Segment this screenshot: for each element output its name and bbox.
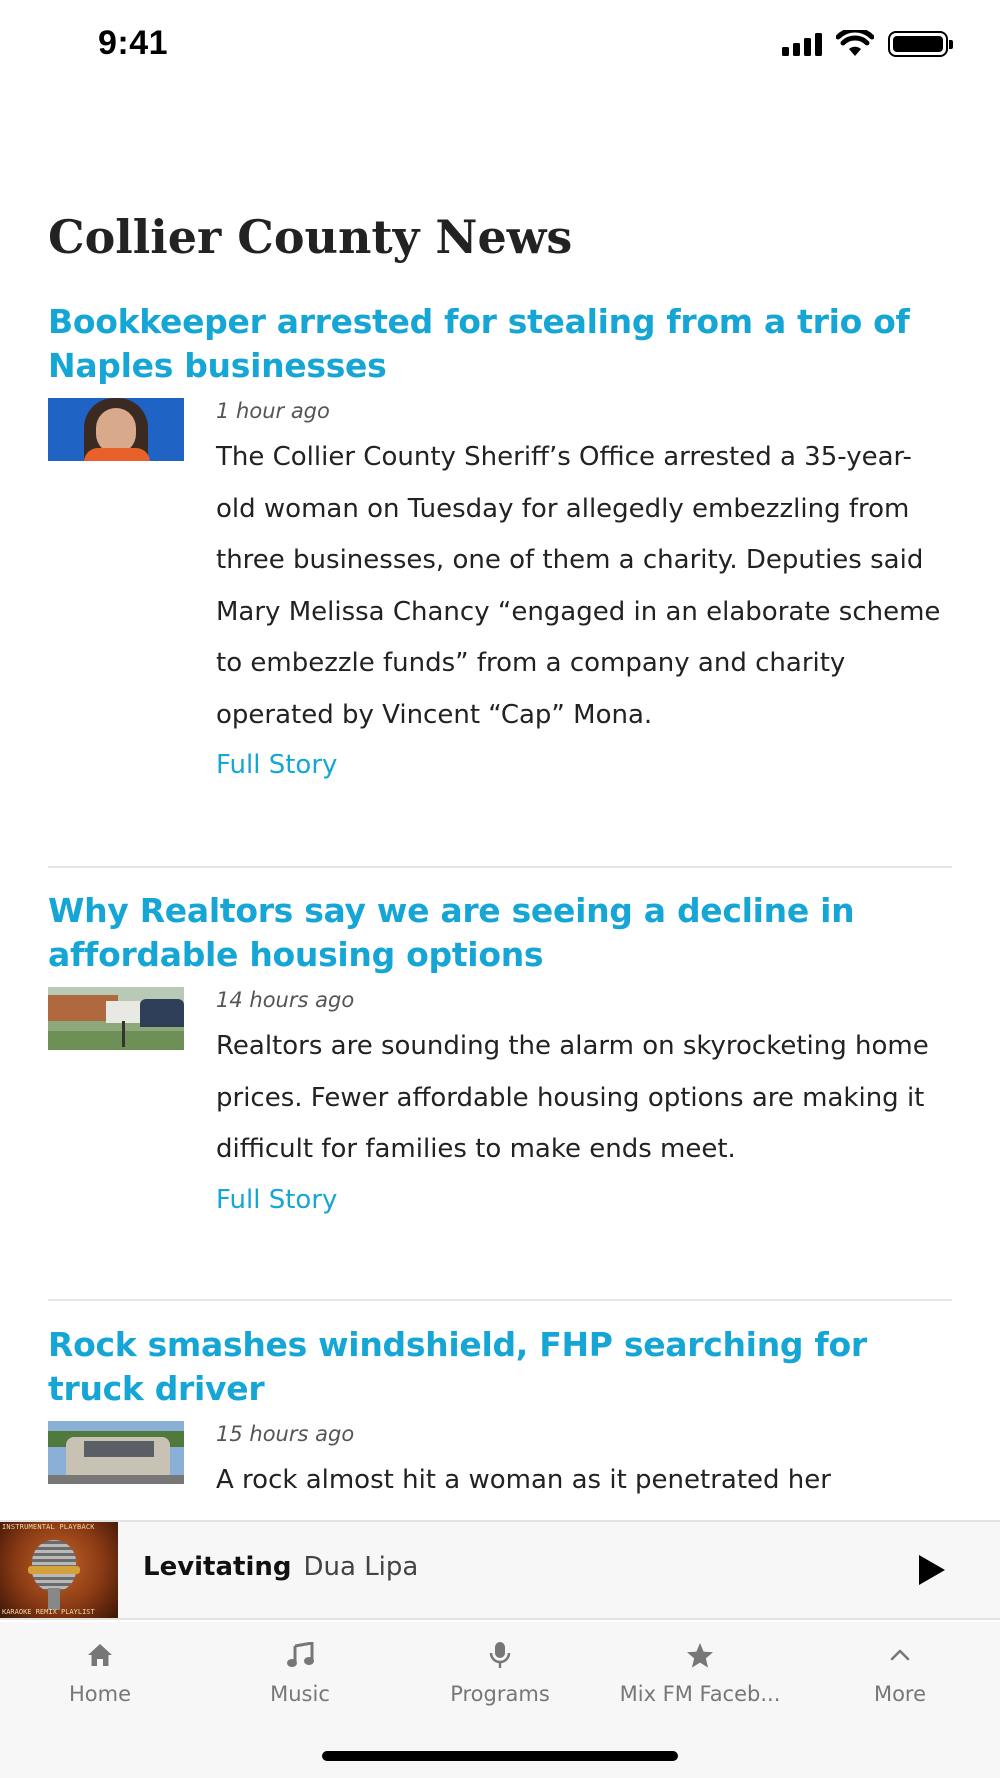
album-art	[0, 1522, 118, 1618]
article-item	[48, 1323, 952, 1507]
tab-label: More	[873, 1682, 927, 1706]
battery-icon	[888, 31, 948, 57]
tab-label: Home	[68, 1682, 131, 1706]
tab-home[interactable]	[0, 1638, 200, 1706]
track-info	[143, 1552, 418, 1582]
home-icon	[87, 1643, 113, 1667]
article-timestamp: 1 hour ago	[216, 399, 330, 423]
article-body	[48, 987, 952, 1220]
page-title: Collier County News	[48, 210, 573, 264]
tab-label: Mix FM Faceb...	[619, 1682, 781, 1706]
album-art-text-bottom: KARAOKE REMIX PLAYLIST	[2, 1608, 95, 1616]
play-button[interactable]	[912, 1550, 952, 1590]
article-headline[interactable]: Why Realtors say we are seeing a decline in affordable housing options	[48, 891, 855, 974]
music-note-icon	[286, 1642, 314, 1668]
tab-mix-fm-facebook[interactable]	[600, 1638, 800, 1706]
article-summary: A rock almost hit a woman as it penetrated her	[216, 1465, 831, 1495]
article-item	[48, 889, 952, 1220]
home-indicator[interactable]	[322, 1751, 678, 1761]
article-headline[interactable]: Bookkeeper arrested for stealing from a trio of Naples businesses	[48, 302, 910, 385]
article-thumbnail[interactable]	[48, 398, 184, 461]
cellular-signal-icon	[782, 32, 822, 56]
status-time: 9:41	[98, 24, 169, 62]
full-story-link[interactable]: Full Story	[216, 1184, 338, 1215]
article-headline[interactable]: Rock smashes windshield, FHP searching for truck driver	[48, 1325, 867, 1408]
article-thumbnail[interactable]	[48, 987, 184, 1050]
article-timestamp: 15 hours ago	[216, 1422, 355, 1446]
star-icon	[686, 1642, 714, 1669]
tab-programs[interactable]	[400, 1638, 600, 1706]
tab-label: Programs	[450, 1682, 550, 1706]
tab-label: Music	[270, 1682, 330, 1706]
article-item	[48, 300, 952, 785]
play-icon	[919, 1555, 945, 1585]
tab-music[interactable]	[200, 1638, 400, 1706]
chevron-up-icon	[889, 1648, 911, 1662]
tab-more[interactable]	[800, 1638, 1000, 1706]
album-art-text-top: INSTRUMENTAL PLAYBACK	[2, 1524, 95, 1531]
article-summary: The Collier County Sheriff’s Office arrested a 35-year-old woman on Tuesday for allegedly embezzling from three businesses, one of them a charity. Deputies said Mary Melissa Chancy “engaged in an elaborate scheme to embezzle funds” from a company and charity operated by Vincent “Cap” Mona.	[216, 442, 941, 730]
article-thumbnail[interactable]	[48, 1421, 184, 1484]
full-story-link[interactable]: Full Story	[216, 750, 338, 780]
article-divider	[48, 1299, 952, 1301]
article-summary: Realtors are sounding the alarm on skyrocketing home prices. Fewer affordable housing options are making it difficult for families to make ends meet.	[216, 1031, 929, 1164]
status-bar	[0, 0, 1000, 90]
microphone-icon	[489, 1641, 511, 1669]
article-divider	[48, 866, 952, 868]
article-body	[48, 1421, 952, 1507]
track-artist: Dua Lipa	[303, 1552, 419, 1582]
status-icons	[782, 30, 948, 58]
now-playing-bar[interactable]	[0, 1520, 1000, 1620]
track-title: Levitating	[143, 1552, 292, 1582]
article-timestamp: 14 hours ago	[216, 988, 355, 1012]
article-body	[48, 398, 952, 785]
wifi-icon	[836, 30, 874, 58]
